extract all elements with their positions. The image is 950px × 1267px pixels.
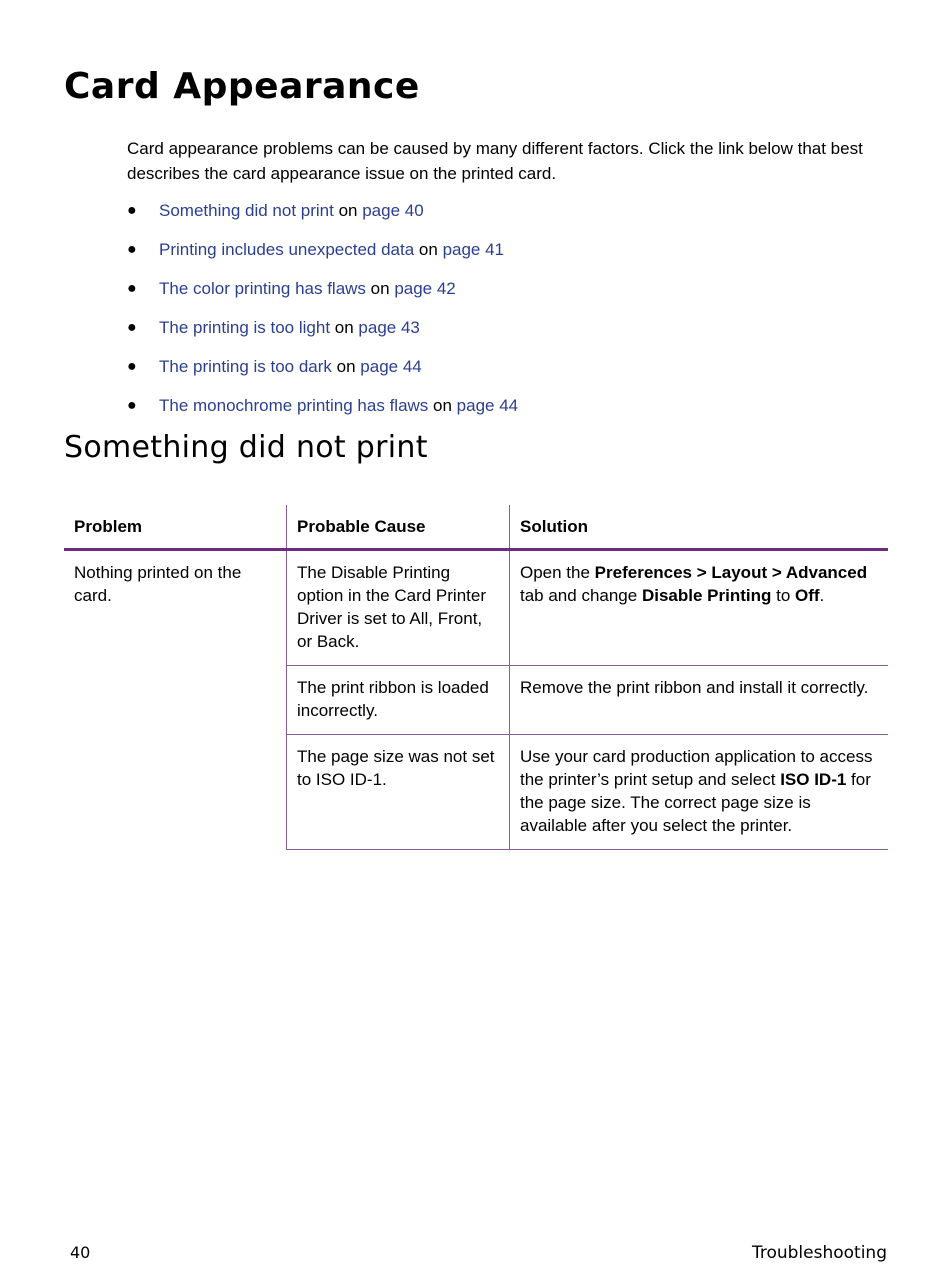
link-connector: on bbox=[433, 396, 457, 415]
table-header-row bbox=[64, 505, 888, 550]
solution-option-name: Disable Printing bbox=[641, 586, 772, 605]
intro-paragraph: Card appearance problems can be caused by many different factors. Click the link below that best describes the card appearance issue on the printed card. bbox=[127, 139, 863, 183]
link-connector: on bbox=[370, 279, 395, 298]
list-item bbox=[127, 394, 518, 433]
solution-text: for the page size. The correct page size is available after you select the printer. bbox=[520, 770, 871, 835]
solution-page-size: ISO ID-1 bbox=[780, 770, 847, 789]
problem-cell: Nothing printed on the card. bbox=[74, 563, 242, 605]
link-too-dark[interactable]: The printing is too dark bbox=[159, 357, 332, 376]
list-item bbox=[127, 355, 518, 394]
list-item bbox=[127, 199, 518, 238]
link-unexpected-data[interactable]: Printing includes unexpected data bbox=[159, 240, 415, 259]
link-connector: on bbox=[334, 318, 359, 337]
link-color-flaws[interactable]: The color printing has flaws bbox=[159, 279, 366, 298]
bullet-icon: ● bbox=[127, 358, 137, 375]
solution-text: tab and change bbox=[520, 586, 642, 605]
bullet-icon: ● bbox=[127, 202, 137, 219]
solution-text: Use your card production application to access the printer’s print setup and select bbox=[520, 747, 873, 789]
bullet-icon: ● bbox=[127, 397, 137, 414]
header-solution: Solution bbox=[510, 505, 889, 550]
solution-text: to bbox=[771, 586, 795, 605]
list-item bbox=[127, 238, 518, 277]
solution-cell bbox=[510, 550, 889, 666]
solution-cell bbox=[510, 666, 889, 735]
solution-cell bbox=[510, 735, 889, 850]
topic-link-list bbox=[127, 199, 518, 433]
section-title: Something did not print bbox=[64, 430, 428, 465]
page-link[interactable]: page 43 bbox=[358, 318, 420, 337]
header-probable-cause: Probable Cause bbox=[287, 505, 510, 550]
solution-text: . bbox=[819, 586, 825, 605]
cause-cell: The page size was not set to ISO ID-1. bbox=[287, 735, 510, 850]
link-something-did-not-print[interactable]: Something did not print bbox=[159, 201, 334, 220]
bullet-icon: ● bbox=[127, 280, 137, 297]
list-item bbox=[127, 316, 518, 355]
link-too-light[interactable]: The printing is too light bbox=[159, 318, 331, 337]
page-link[interactable]: page 42 bbox=[394, 279, 456, 298]
link-connector: on bbox=[418, 240, 443, 259]
header-problem: Problem bbox=[74, 517, 143, 536]
bullet-icon: ● bbox=[127, 241, 137, 258]
footer-section-name: Troubleshooting bbox=[751, 1243, 887, 1263]
page-link[interactable]: page 44 bbox=[456, 396, 519, 415]
cause-cell: The print ribbon is loaded incorrectly. bbox=[287, 666, 510, 735]
page-link[interactable]: page 44 bbox=[360, 357, 422, 376]
cause-cell: The Disable Printing option in the Card Printer Driver is set to All, Front, or Back. bbox=[287, 550, 510, 666]
footer-page-number: 40 bbox=[70, 1243, 91, 1262]
page-link[interactable]: page 40 bbox=[362, 201, 424, 220]
solution-text: Remove the print ribbon and install it correctly. bbox=[520, 678, 869, 697]
link-monochrome-flaws[interactable]: The monochrome printing has flaws bbox=[159, 396, 429, 415]
bullet-icon: ● bbox=[127, 319, 137, 336]
solution-text: Open the bbox=[520, 563, 595, 582]
page-link[interactable]: page 41 bbox=[442, 240, 505, 259]
solution-menu-path: Preferences > Layout > Advanced bbox=[594, 563, 868, 582]
page-title: Card Appearance bbox=[64, 66, 420, 107]
link-connector: on bbox=[336, 357, 361, 376]
list-item bbox=[127, 277, 518, 316]
solution-option-value: Off bbox=[795, 586, 820, 605]
table-row bbox=[64, 550, 888, 666]
troubleshooting-table bbox=[64, 505, 888, 850]
link-connector: on bbox=[338, 201, 363, 220]
